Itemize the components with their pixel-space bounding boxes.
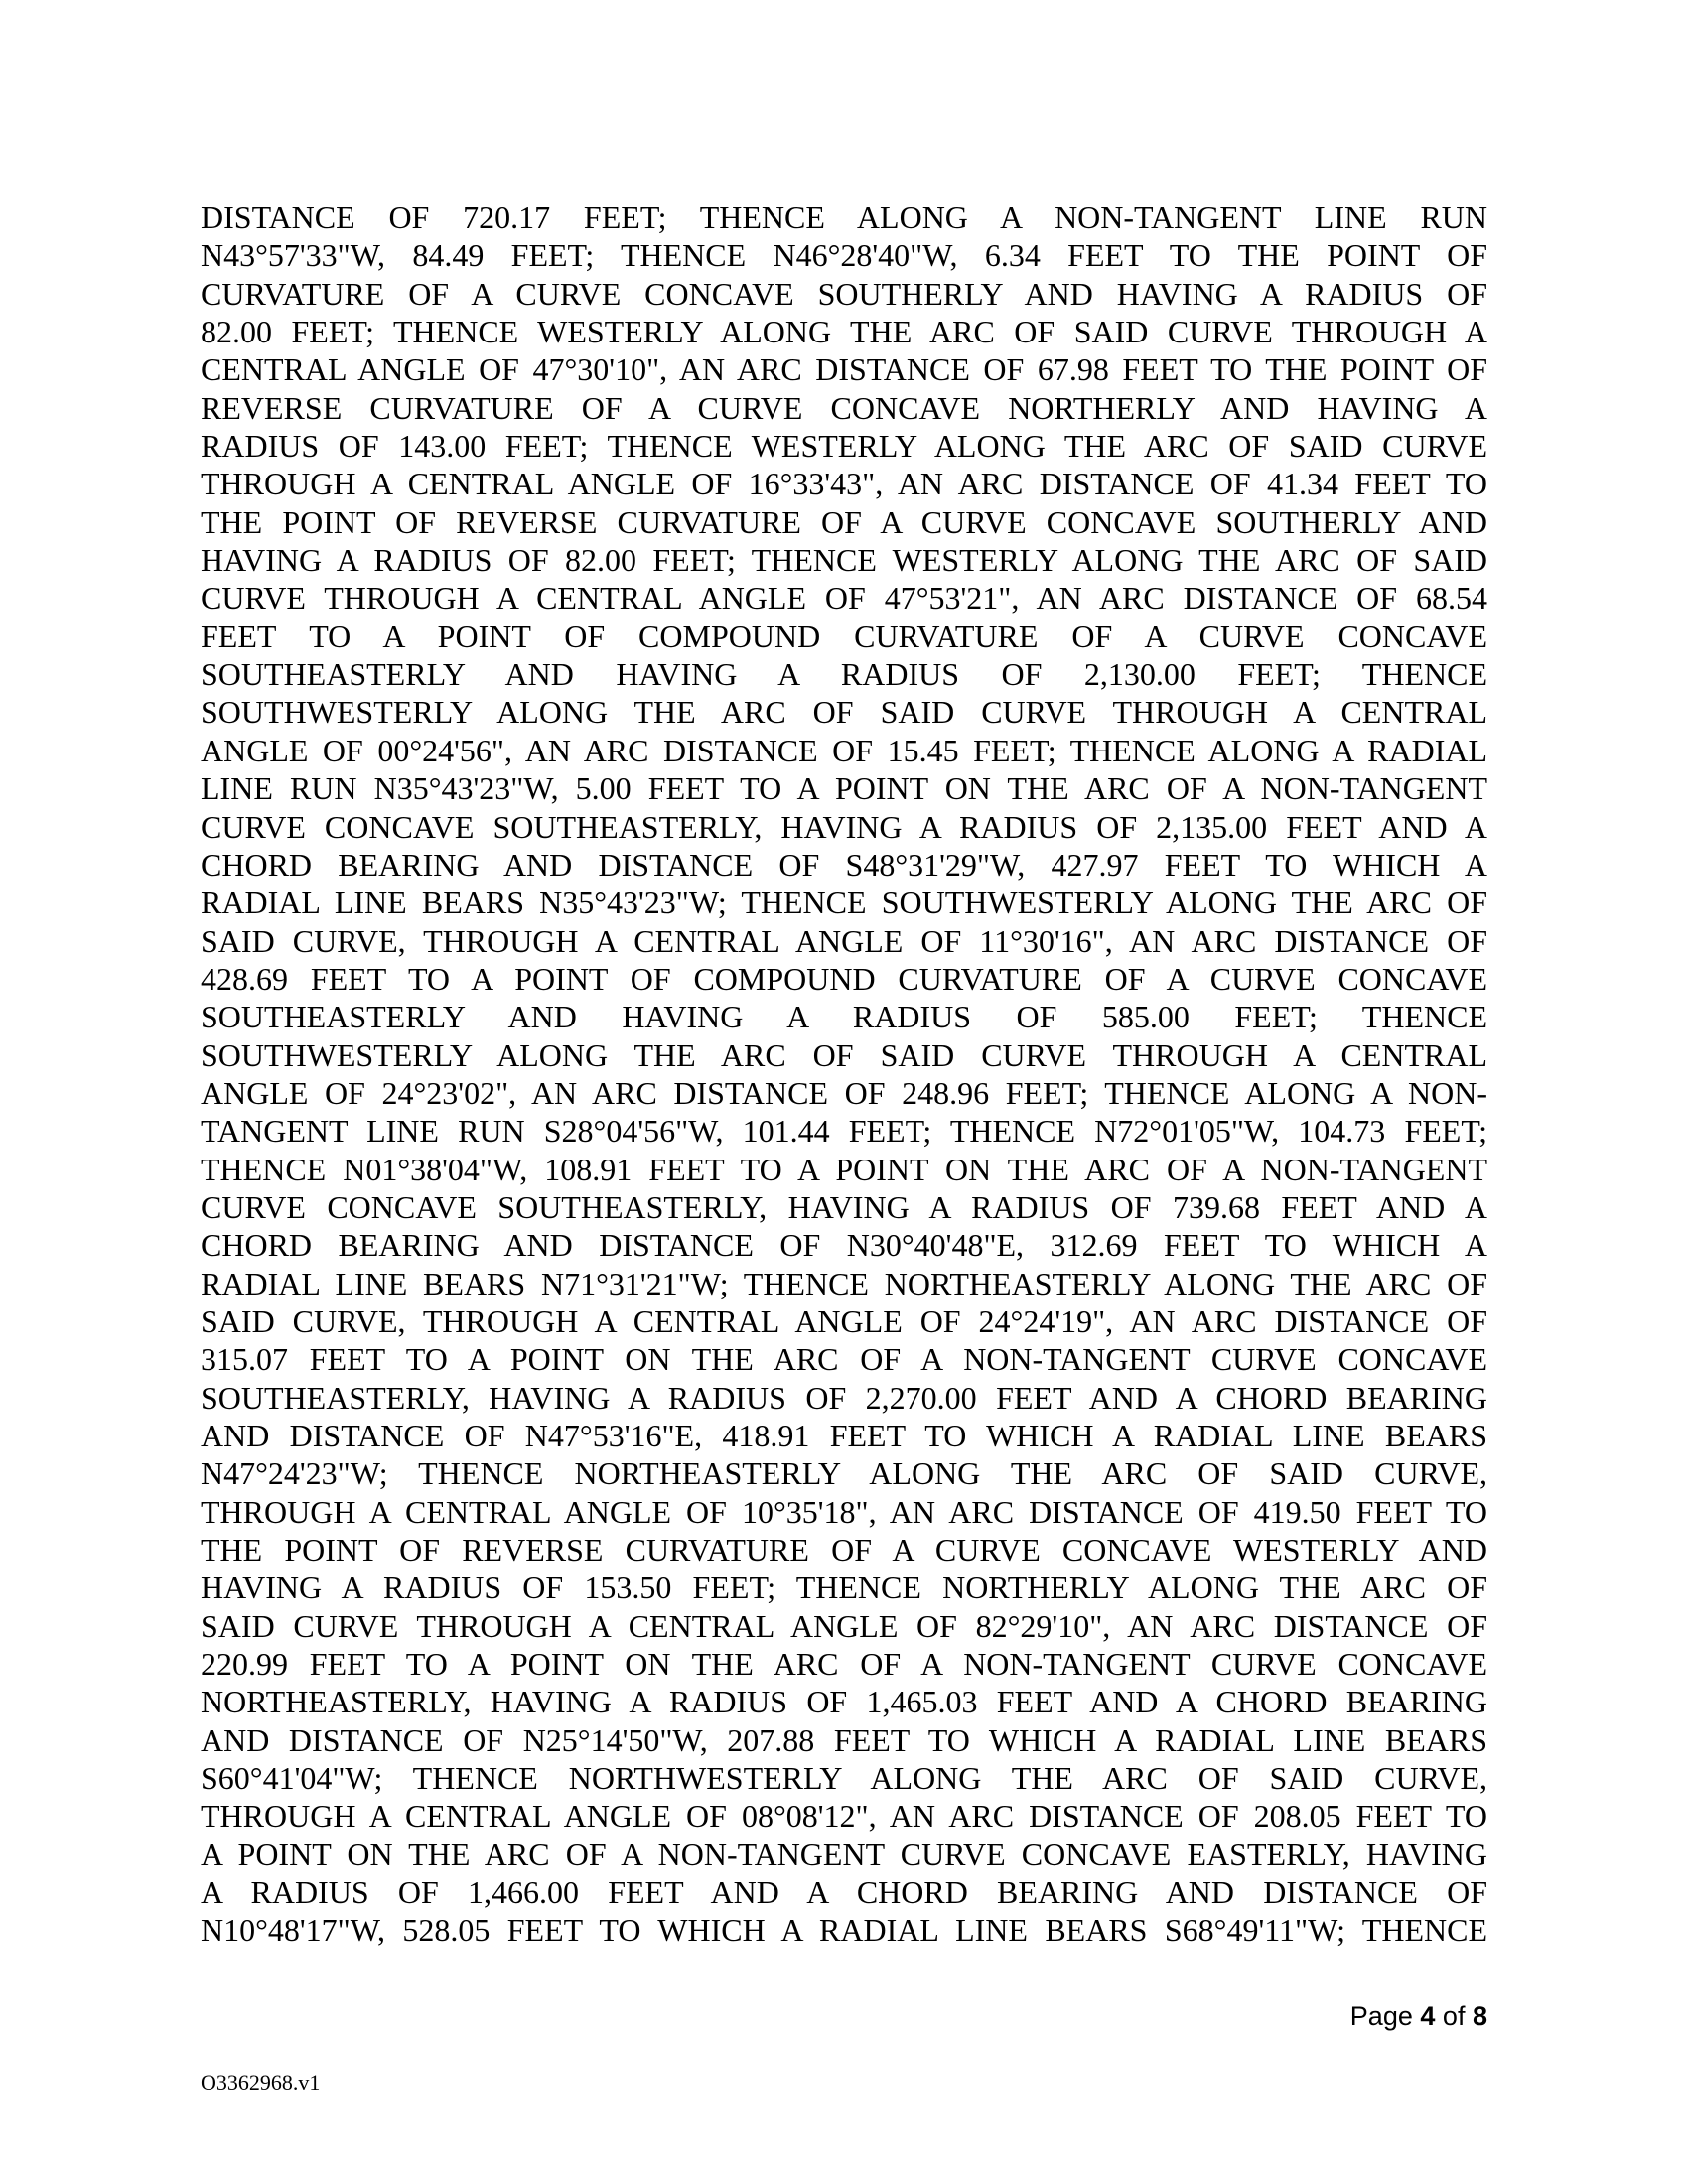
text-line: CURVATURE OF A CURVE CONCAVE SOUTHERLY AND HAVING A RADIUS OF: [201, 275, 1487, 312]
text-line: TANGENT LINE RUN S28°04'56"W, 101.44 FEET; THENCE N72°01'05"W, 104.73 FEET;: [201, 1113, 1487, 1150]
text-line: SOUTHWESTERLY ALONG THE ARC OF SAID CURVE THROUGH A CENTRAL: [201, 1036, 1487, 1073]
text-line: CHORD BEARING AND DISTANCE OF N30°40'48"E, 312.69 FEET TO WHICH A: [201, 1227, 1487, 1264]
text-line: NORTHEASTERLY, HAVING A RADIUS OF 1,465.03 FEET AND A CHORD BEARING: [201, 1684, 1487, 1720]
text-line: REVERSE CURVATURE OF A CURVE CONCAVE NORTHERLY AND HAVING A: [201, 389, 1487, 426]
page-word: Page: [1349, 2001, 1413, 2031]
text-line: CHORD BEARING AND DISTANCE OF S48°31'29"W, 427.97 FEET TO WHICH A: [201, 846, 1487, 883]
text-line: CENTRAL ANGLE OF 47°30'10", AN ARC DISTANCE OF 67.98 FEET TO THE POINT OF: [201, 351, 1487, 388]
text-line: SOUTHEASTERLY, HAVING A RADIUS OF 2,270.00 FEET AND A CHORD BEARING: [201, 1379, 1487, 1416]
text-line: 82.00 FEET; THENCE WESTERLY ALONG THE ARC OF SAID CURVE THROUGH A: [201, 314, 1487, 350]
text-line: A RADIUS OF 1,466.00 FEET AND A CHORD BEARING AND DISTANCE OF: [201, 1874, 1487, 1911]
text-line: S60°41'04"W; THENCE NORTHWESTERLY ALONG THE ARC OF SAID CURVE,: [201, 1760, 1487, 1797]
text-line: N43°57'33"W, 84.49 FEET; THENCE N46°28'40"W, 6.34 FEET TO THE POINT OF: [201, 237, 1487, 274]
text-line: SOUTHEASTERLY AND HAVING A RADIUS OF 2,130.00 FEET; THENCE: [201, 656, 1487, 693]
text-line: RADIAL LINE BEARS N35°43'23"W; THENCE SOUTHWESTERLY ALONG THE ARC OF: [201, 885, 1487, 921]
text-line: DISTANCE OF 720.17 FEET; THENCE ALONG A NON-TANGENT LINE RUN: [201, 200, 1487, 235]
page-of: of: [1442, 2001, 1466, 2031]
text-line: A POINT ON THE ARC OF A NON-TANGENT CURVE CONCAVE EASTERLY, HAVING: [201, 1836, 1487, 1872]
text-line: 220.99 FEET TO A POINT ON THE ARC OF A NON-TANGENT CURVE CONCAVE: [201, 1646, 1487, 1683]
text-line: RADIUS OF 143.00 FEET; THENCE WESTERLY ALONG THE ARC OF SAID CURVE: [201, 428, 1487, 465]
text-line: SAID CURVE, THROUGH A CENTRAL ANGLE OF 24°24'19", AN ARC DISTANCE OF: [201, 1302, 1487, 1339]
text-line: HAVING A RADIUS OF 82.00 FEET; THENCE WESTERLY ALONG THE ARC OF SAID: [201, 542, 1487, 579]
text-line: THENCE N01°38'04"W, 108.91 FEET TO A POINT ON THE ARC OF A NON-TANGENT: [201, 1151, 1487, 1187]
text-line: THROUGH A CENTRAL ANGLE OF 10°35'18", AN ARC DISTANCE OF 419.50 FEET TO: [201, 1493, 1487, 1530]
text-line: ANGLE OF 00°24'56", AN ARC DISTANCE OF 15.45 FEET; THENCE ALONG A RADIAL: [201, 732, 1487, 768]
legal-description-text: [201, 199, 1487, 1950]
text-line: LINE RUN N35°43'23"W, 5.00 FEET TO A POINT ON THE ARC OF A NON-TANGENT: [201, 770, 1487, 807]
text-line: THE POINT OF REVERSE CURVATURE OF A CURVE CONCAVE SOUTHERLY AND: [201, 503, 1487, 540]
text-line: ANGLE OF 24°23'02", AN ARC DISTANCE OF 248.96 FEET; THENCE ALONG A NON-: [201, 1074, 1487, 1111]
text-line: HAVING A RADIUS OF 153.50 FEET; THENCE NORTHERLY ALONG THE ARC OF: [201, 1570, 1487, 1606]
text-line: SAID CURVE THROUGH A CENTRAL ANGLE OF 82°29'10", AN ARC DISTANCE OF: [201, 1607, 1487, 1644]
page-number: [1350, 2000, 1487, 2032]
text-line: SOUTHWESTERLY ALONG THE ARC OF SAID CURVE THROUGH A CENTRAL: [201, 694, 1487, 731]
page-current: 4: [1420, 2001, 1436, 2031]
text-line: SAID CURVE, THROUGH A CENTRAL ANGLE OF 11°30'16", AN ARC DISTANCE OF: [201, 922, 1487, 959]
text-line: CURVE THROUGH A CENTRAL ANGLE OF 47°53'21", AN ARC DISTANCE OF 68.54: [201, 580, 1487, 616]
text-line: THE POINT OF REVERSE CURVATURE OF A CURVE CONCAVE WESTERLY AND: [201, 1532, 1487, 1569]
text-line: N47°24'23"W; THENCE NORTHEASTERLY ALONG THE ARC OF SAID CURVE,: [201, 1455, 1487, 1492]
text-line: RADIAL LINE BEARS N71°31'21"W; THENCE NORTHEASTERLY ALONG THE ARC OF: [201, 1265, 1487, 1301]
text-line: FEET TO A POINT OF COMPOUND CURVATURE OF A CURVE CONCAVE: [201, 617, 1487, 654]
text-line: N10°48'17"W, 528.05 FEET TO WHICH A RADIAL LINE BEARS S68°49'11"W; THENCE: [201, 1912, 1487, 1949]
text-line: THROUGH A CENTRAL ANGLE OF 16°33'43", AN ARC DISTANCE OF 41.34 FEET TO: [201, 466, 1487, 502]
text-line: 315.07 FEET TO A POINT ON THE ARC OF A NON-TANGENT CURVE CONCAVE: [201, 1341, 1487, 1378]
document-id: O3362968.v1: [201, 2070, 321, 2095]
text-line: AND DISTANCE OF N47°53'16"E, 418.91 FEET TO WHICH A RADIAL LINE BEARS: [201, 1418, 1487, 1453]
text-line: THROUGH A CENTRAL ANGLE OF 08°08'12", AN ARC DISTANCE OF 208.05 FEET TO: [201, 1798, 1487, 1835]
text-line: SOUTHEASTERLY AND HAVING A RADIUS OF 585.00 FEET; THENCE: [201, 999, 1487, 1035]
text-line: AND DISTANCE OF N25°14'50"W, 207.88 FEET TO WHICH A RADIAL LINE BEARS: [201, 1721, 1487, 1758]
text-line: CURVE CONCAVE SOUTHEASTERLY, HAVING A RADIUS OF 739.68 FEET AND A: [201, 1188, 1487, 1225]
text-line: 428.69 FEET TO A POINT OF COMPOUND CURVATURE OF A CURVE CONCAVE: [201, 960, 1487, 997]
page-total: 8: [1472, 2001, 1487, 2031]
text-line: CURVE CONCAVE SOUTHEASTERLY, HAVING A RADIUS OF 2,135.00 FEET AND A: [201, 808, 1487, 845]
